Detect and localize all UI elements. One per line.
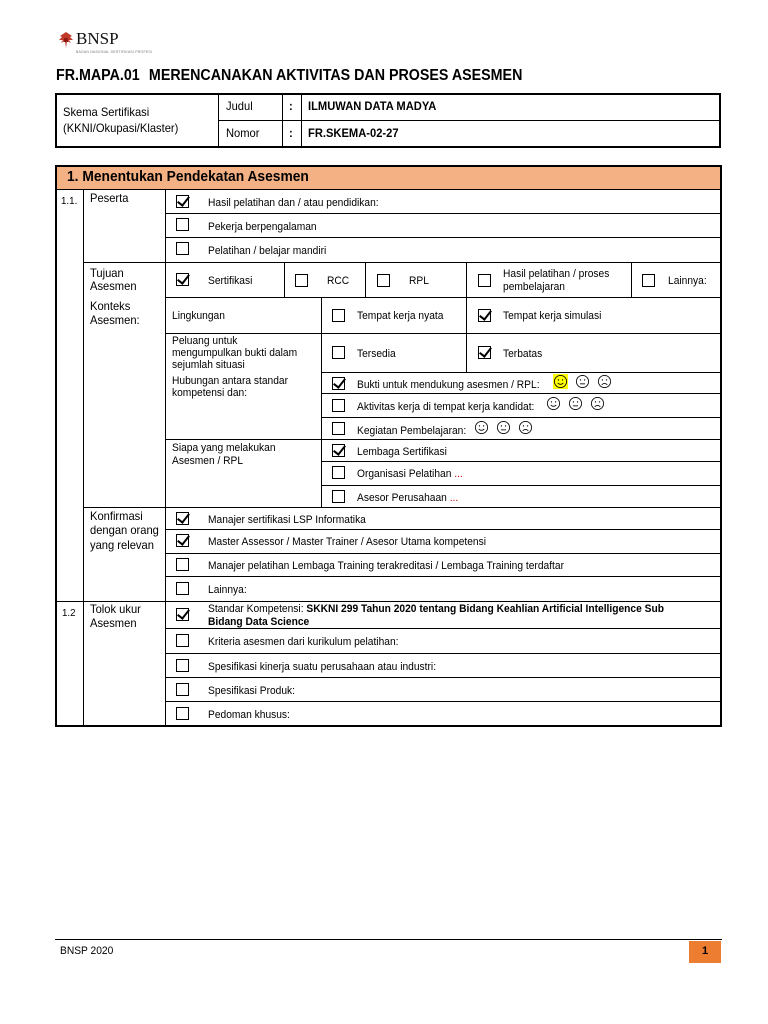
siapa-label-line2: Asesmen / RPL xyxy=(172,455,244,467)
nomor-colon: : xyxy=(289,126,293,140)
bnsp-garuda-logo xyxy=(58,30,74,50)
tujuan-option-label-line1: Hasil pelatihan / proses xyxy=(503,268,610,280)
placeholder-dots: ... xyxy=(454,468,463,480)
document-title-text: MERENCANAKAN AKTIVITAS DAN PROSES ASESMEN xyxy=(148,67,523,84)
siapa-label-line1: Siapa yang melakukan xyxy=(172,442,276,454)
tujuan-label-line1: Tujuan xyxy=(90,266,124,280)
section-title: 1. Menentukan Pendekatan Asesmen xyxy=(67,168,309,185)
section-pendekatan-asesmen xyxy=(55,165,722,727)
peserta-checkbox-hasil-pelatihan[interactable] xyxy=(176,195,189,208)
tujuan-option-label: RCC xyxy=(327,275,350,287)
konfirmasi-checkbox-manajer-pelatihan[interactable] xyxy=(176,558,189,571)
nomor-label: Nomor xyxy=(226,126,260,140)
tolok-checkbox-spesifikasi-kinerja[interactable] xyxy=(176,659,189,672)
peluang-option-label: Tersedia xyxy=(357,348,396,360)
peserta-option-label: Pekerja berpengalaman xyxy=(208,221,317,233)
lingkungan-checkbox-nyata[interactable] xyxy=(332,309,345,322)
hubungan-checkbox-aktivitas[interactable] xyxy=(332,399,345,412)
siapa-checkbox-organisasi[interactable] xyxy=(332,466,345,479)
tolok-checkbox-pedoman[interactable] xyxy=(176,707,189,720)
tolok-option-label: Spesifikasi kinerja suatu perusahaan atau industri: xyxy=(208,661,437,673)
page-number: 1 xyxy=(701,945,709,957)
smile-face-icon[interactable] xyxy=(546,396,561,411)
tolok-option-label: Kriteria asesmen dari kurikulum pelatihan: xyxy=(208,636,399,648)
tolok-option-label: Spesifikasi Produk: xyxy=(208,685,295,697)
peserta-option-label: Hasil pelatihan dan / atau pendidikan: xyxy=(208,197,379,209)
tolok-checkbox-spesifikasi-produk[interactable] xyxy=(176,683,189,696)
sad-face-icon[interactable] xyxy=(597,374,612,389)
siapa-option-text: Asesor Perusahaan xyxy=(357,492,450,504)
tolok-label-line2: Asesmen xyxy=(90,616,137,630)
sad-face-icon[interactable] xyxy=(518,420,533,435)
hubungan-checkbox-kegiatan[interactable] xyxy=(332,422,345,435)
lingkungan-label: Lingkungan xyxy=(172,310,225,322)
placeholder-dots: ... xyxy=(449,492,459,504)
tolok-standar-prefix: Standar Kompetensi: xyxy=(208,603,307,615)
tolok-label-line1: Tolok ukur xyxy=(90,602,141,616)
hubungan-option-label: Bukti untuk mendukung asesmen / RPL: xyxy=(357,379,540,391)
tolok-standar-value: SKKNI 299 Tahun 2020 tentang Bidang Keahlian Artificial Intelligence Sub xyxy=(306,603,664,615)
peserta-checkbox-pekerja[interactable] xyxy=(176,218,189,231)
peluang-label-line1: Peluang untuk xyxy=(172,335,238,347)
peserta-label: Peserta xyxy=(90,191,129,205)
item-number-1-1: 1.1. xyxy=(61,195,78,207)
konfirmasi-label-line3: yang relevan xyxy=(90,538,154,552)
document-code: FR.MAPA.01 xyxy=(56,67,140,84)
lingkungan-option-label: Tempat kerja simulasi xyxy=(503,310,602,322)
siapa-checkbox-lembaga[interactable] xyxy=(332,444,345,457)
judul-label: Judul xyxy=(226,99,253,113)
tujuan-checkbox-hasil-pelatihan[interactable] xyxy=(478,274,491,287)
hubungan-option-label: Aktivitas kerja di tempat kerja kandidat: xyxy=(357,401,535,413)
konfirmasi-label-line1: Konfirmasi xyxy=(90,509,143,523)
peluang-label-line2: mengumpulkan bukti dalam xyxy=(172,347,298,359)
siapa-option-label xyxy=(357,492,458,505)
peserta-checkbox-pelatihan-mandiri[interactable] xyxy=(176,242,189,255)
hubungan-label-line1: Hubungan antara standar xyxy=(172,375,289,387)
konfirmasi-option-label: Manajer pelatihan Lembaga Training terakreditasi / Lembaga Training terdaftar xyxy=(208,560,565,572)
footer-divider xyxy=(55,939,722,940)
sad-face-icon[interactable] xyxy=(590,396,605,411)
tolok-option-label: Pedoman khusus: xyxy=(208,709,290,721)
judul-colon: : xyxy=(289,99,293,113)
tujuan-checkbox-rcc[interactable] xyxy=(295,274,308,287)
tujuan-label-line2: Asesmen xyxy=(90,279,137,293)
scheme-header-table xyxy=(55,93,721,148)
lingkungan-checkbox-simulasi[interactable] xyxy=(478,309,491,322)
peluang-label-line3: sejumlah situasi xyxy=(172,359,245,371)
tujuan-option-label: Lainnya: xyxy=(668,275,707,287)
logo-tagline: BADAN NASIONAL SERTIFIKASI PROFESI xyxy=(76,50,153,54)
peluang-checkbox-terbatas[interactable] xyxy=(478,346,491,359)
konfirmasi-option-label: Manajer sertifikasi LSP Informatika xyxy=(208,514,366,526)
tujuan-option-label: RPL xyxy=(409,275,429,287)
bnsp-logo xyxy=(58,29,153,54)
konfirmasi-option-label: Lainnya: xyxy=(208,584,247,596)
page-number-badge xyxy=(689,941,721,963)
tujuan-checkbox-rpl[interactable] xyxy=(377,274,390,287)
document-title xyxy=(56,67,522,85)
konteks-label-line1: Konteks xyxy=(90,299,131,313)
tujuan-option-label-line2: pembelajaran xyxy=(503,281,565,293)
hubungan-option-label: Kegiatan Pembelajaran: xyxy=(357,425,467,437)
konfirmasi-label-line2: dengan orang xyxy=(90,523,159,537)
neutral-face-icon[interactable] xyxy=(568,396,583,411)
siapa-option-label xyxy=(357,468,463,481)
nomor-value: FR.SKEMA-02-27 xyxy=(308,126,399,140)
konteks-label-line2: Asesmen: xyxy=(90,313,140,327)
siapa-checkbox-asesor[interactable] xyxy=(332,490,345,503)
siapa-option-text: Organisasi Pelatihan xyxy=(357,468,455,480)
tujuan-checkbox-sertifikasi[interactable] xyxy=(176,273,189,286)
smile-face-icon[interactable] xyxy=(474,420,489,435)
tolok-checkbox-standar[interactable] xyxy=(176,608,189,621)
item-number-1-2: 1.2 xyxy=(62,607,76,619)
scheme-label: Skema Sertifikasi xyxy=(63,105,150,119)
hubungan-checkbox-bukti[interactable] xyxy=(332,377,345,390)
siapa-option-label: Lembaga Sertifikasi xyxy=(357,446,447,458)
neutral-face-icon[interactable] xyxy=(496,420,511,435)
tujuan-checkbox-lainnya[interactable] xyxy=(642,274,655,287)
peluang-option-label: Terbatas xyxy=(503,348,543,360)
logo-text: BNSP xyxy=(76,29,119,48)
tolok-standar-line2: Bidang Data Science xyxy=(208,616,310,628)
peserta-option-label: Pelatihan / belajar mandiri xyxy=(208,245,327,257)
konfirmasi-checkbox-manajer-lsp[interactable] xyxy=(176,512,189,525)
smile-face-icon[interactable] xyxy=(553,374,568,389)
tolok-checkbox-kriteria[interactable] xyxy=(176,634,189,647)
judul-value: ILMUWAN DATA MADYA xyxy=(308,99,437,113)
peluang-checkbox-tersedia[interactable] xyxy=(332,346,345,359)
hubungan-label-line2: kompetensi dan: xyxy=(172,387,248,399)
section-header xyxy=(57,167,720,190)
konfirmasi-option-label: Master Assessor / Master Trainer / Asesor Utama kompetensi xyxy=(208,536,487,548)
konfirmasi-checkbox-lainnya[interactable] xyxy=(176,582,189,595)
scheme-sub-label: (KKNI/Okupasi/Klaster) xyxy=(63,121,179,135)
tolok-standar-line1 xyxy=(208,603,664,616)
footer-org: BNSP 2020 xyxy=(60,945,114,957)
lingkungan-option-label: Tempat kerja nyata xyxy=(357,310,444,322)
neutral-face-icon[interactable] xyxy=(575,374,590,389)
tujuan-option-label: Sertifikasi xyxy=(208,275,253,287)
konfirmasi-checkbox-master-assessor[interactable] xyxy=(176,534,189,547)
